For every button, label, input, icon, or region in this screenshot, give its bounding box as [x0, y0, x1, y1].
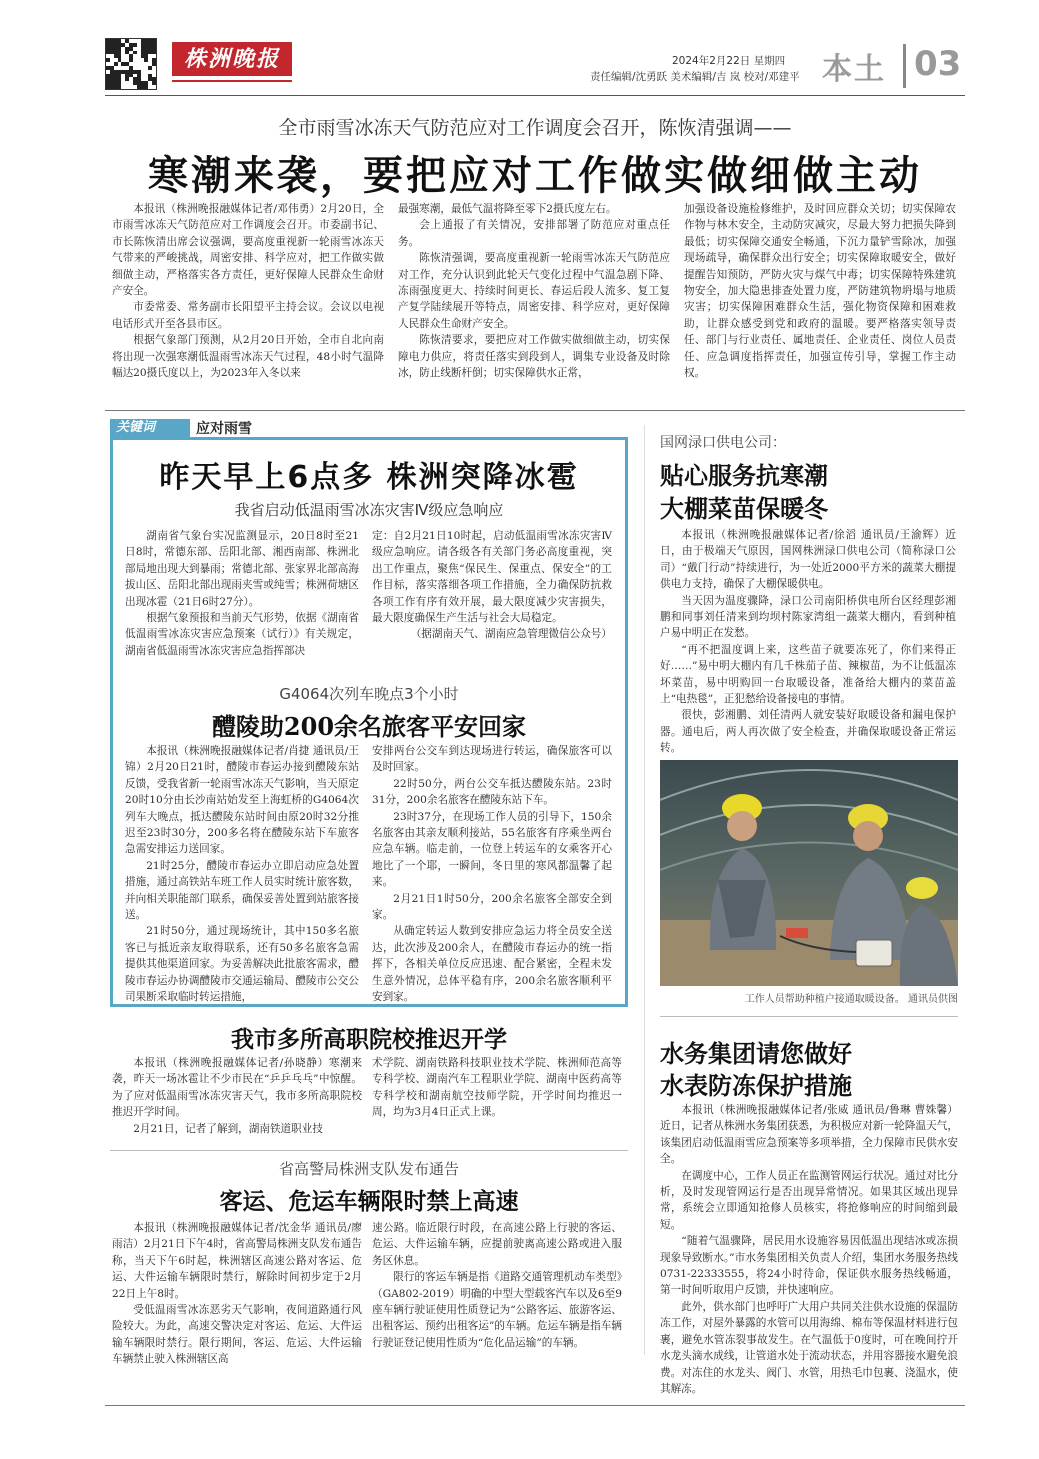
story-school-headline: 我市多所高职院校推迟开学: [231, 1026, 507, 1053]
story-power-headline-line-2: 大棚菜苗保暖冬: [660, 495, 828, 523]
paragraph: 受低温雨雪冰冻恶劣天气影响，夜间道路通行风险较大。为此，高速交警决定对客运、危运、大件运输车辆限时禁行。限行期间，客运、危运、大件运输车辆禁止驶入株洲辖区高: [112, 1304, 362, 1366]
story-train-headline: 醴陵助200余名旅客平安回家: [211, 712, 527, 741]
story-hail-subtitle: 我省启动低温雨雪冰冻灾害Ⅳ级应急响应: [234, 501, 504, 519]
qr-module: [148, 66, 152, 70]
story-hail-headline: 昨天早上6点多 株洲突降冰雹: [159, 460, 579, 495]
story-highway-headline: 客运、危运车辆限时禁上高速: [219, 1188, 519, 1215]
story-train-column-1: [125, 743, 359, 1006]
paragraph: 陈恢清强调，要高度重视新一轮雨雪冰冻天气防范应对工作，充分认识到此轮天气变化过程中气温急剧下降、冻雨强度更大、持续时间更长、春运后段人流多、复工复产复学陆续展开等特点，周密安排、科学应对，更好保障人民群众生命财产安全。: [398, 252, 670, 330]
paragraph: 湖南省气象台实况监测显示，20日8时至21日8时，常德东部、岳阳北部、湘西南部、株洲北部局地出现大到暴雨；常德北部、张家界北部高海拔山区、岳阳北部出现雨夹雪或纯雪；株洲荷塘区出现冰雹（21日6时27分）。: [125, 530, 359, 608]
qr-code[interactable]: [105, 38, 157, 90]
story-school-column-1: [112, 1055, 362, 1137]
footer-rule: [105, 1405, 965, 1406]
paragraph: 本报讯（株洲晚报融媒体记者/孙晓静）寒潮来袭，昨天一场冰雹让不少市民在“乒乒乓乓”中惊醒。为了应对低温雨雪冰冻灾害天气，我市多所高职院校推迟开学时间。: [112, 1057, 362, 1119]
story-train-column-2: [372, 743, 612, 1006]
paragraph: 会上通报了有关情况，安排部署了防范应对重点任务。: [398, 219, 670, 248]
greenhouse-photo-illustration: [660, 760, 958, 986]
paragraph: 速公路。临近限行时段，在高速公路上行驶的客运、危运、大件运输车辆，应提前驶离高速公路或进入服务区休息。: [372, 1222, 622, 1267]
qr-module: [144, 85, 148, 89]
qr-module: [133, 43, 137, 47]
issue-date: 2024年2月22日 星期四: [672, 55, 786, 67]
photo-caption: 工作人员帮助种植户接通取暖设备。 通讯员供图: [744, 994, 958, 1005]
paragraph: 21时50分，通过现场统计，其中150多名旅客已与抵近亲友取得联系，还有50多名旅客急需提供其他渠道回家。为妥善解决此批旅客需求，醴陵市春运办协调醴陵市交通运输局、醴陵市公交公司果断采取临时转运措施，: [125, 925, 359, 1004]
paragraph: “随着气温骤降，居民用水设施容易因低温出现结冰或冻损现象导致断水。”市水务集团相关负责人介绍，集团水务服务热线0731-22333555，将24小时待命，保证供水服务热线畅通，第一时间听取用户反馈，并快速响应。: [660, 1235, 958, 1297]
story-divider: [110, 1150, 628, 1151]
logo-underline: [172, 80, 292, 82]
news-photo-greenhouse-workers: [660, 760, 958, 986]
qr-module: [144, 58, 148, 62]
paragraph: “再不把温度调上来，这些苗子就要冻死了，你们来得正好……”易中明大棚内有几千株茄子苗、辣椒苗，为不让低温冻坏菜苗，易中明购回一台取暖设备，准备给大棚内的菜苗盖上“电热毯”，正犯愁给设备接电的事情。: [660, 643, 956, 706]
paragraph: 根据气象预报和当前天气形势，依据《湖南省低温雨雪冰冻灾害应急预案（试行）》有关规定，湖南省低温雨雪冰冻灾害应急指挥部决: [125, 612, 359, 657]
qr-module: [125, 77, 129, 81]
section-rule: [105, 410, 965, 411]
editor-credits: 责任编辑/沈勇跃 美术编辑/吉 岚 校对/邓建平: [590, 71, 800, 83]
lead-kicker: 全市雨雪冰冻天气防范应对工作调度会召开，陈恢清强调——: [278, 117, 792, 139]
story-water-headline-line-1: 水务集团请您做好: [660, 1040, 852, 1068]
newspaper-logo: 株洲晚报: [172, 42, 292, 76]
lead-column-1: [112, 201, 384, 381]
header-divider: [903, 44, 906, 88]
qr-module: [118, 85, 122, 89]
column-divider: [644, 425, 645, 1355]
story-power-body: [660, 527, 956, 757]
page-number: 03: [914, 44, 962, 84]
story-hail-column-2: [372, 528, 612, 643]
paragraph: 本报讯（株洲晚报融媒体记者/沈金华 通讯员/廖雨洁）2月21日下午4时，省高警局株洲支队发布通告称，当天下午6时起，株洲辖区高速公路对客运、危运、大件运输车辆限时禁行，解除时间初步定于2月22日上午8时。: [112, 1222, 362, 1300]
keyword-text: 应对雨雪: [196, 421, 252, 437]
paragraph: 本报讯（株洲晚报融媒体记者/肖捷 通讯员/王锦）2月20日21时，醴陵市春运办接到醴陵东站反馈，受我省新一轮雨雪冰冻天气影响，当天原定20时10分由长沙南站始发至上海虹桥的G4064次列车大晚点，抵达醴陵东站时间由原20时32分推迟至23时30分，200多名将在醴陵东站下车旅客急需安排运力送回家。: [125, 745, 359, 856]
story-school-column-2: [372, 1055, 622, 1121]
story-highway-subtitle: 省高警局株洲支队发布通告: [278, 1160, 459, 1178]
qr-module: [152, 81, 156, 85]
paragraph: 根据气象部门预测，从2月20日开始，全市自北向南将出现一次强寒潮低温雨雪冰冻天气过程，48小时气温降幅达20摄氏度以上，为2023年入冬以来: [112, 334, 384, 380]
paragraph: 当天因为温度骤降，渌口公司南阳桥供电所台区经理彭湘鹏和同事刘任清来到均坝村陈家湾组一蔬菜大棚内，看到种植户易中明正在发愁。: [660, 594, 956, 640]
story-highway-column-2: [372, 1220, 622, 1351]
story-water-headline-line-2: 水表防冻保护措施: [660, 1072, 852, 1100]
paragraph: 本报讯（株洲晚报融媒体记者/徐滔 通讯员/王渝辉）近日，由于极端天气原因，国网株洲渌口供电公司（简称渌口公司）“戴门行动”持续进行，为一处近2000平方米的蔬菜大棚提供电力支持，确保了大棚保暖供电。: [660, 529, 956, 591]
keyword-label: 关键词: [110, 419, 190, 437]
paragraph: 术学院、湖南铁路科技职业技术学院、株洲师范高等专科学校、湖南汽车工程职业学院、湖南中医药高等专科学校和湖南航空技师学院，开学时间均推迟一周，均为3月4日正式上课。: [372, 1057, 622, 1119]
paragraph: 2月21日，记者了解到，湖南铁道职业技: [133, 1122, 323, 1135]
story-train-subtitle: G4064次列车晚点3个小时: [279, 685, 459, 703]
story-power-headline-line-1: 贴心服务抗寒潮: [660, 462, 828, 490]
paragraph: 22时50分，两台公交车抵达醴陵东站。23时31分，200余名旅客在醴陵东站下车。: [372, 777, 612, 807]
lead-column-2: [398, 201, 670, 381]
paragraph: 最强寒潮，最低气温将降至零下2摄氏度左右。: [398, 203, 617, 215]
paragraph: 此外，供水部门也呼吁广大用户共同关注供水设施的保温防冻工作，对屋外暴露的水管可以用海绵、棉布等保温材料进行包裹，避免水管冻裂事故发生。在气温低于0度时，可在晚间拧开水龙头滴水成线，让管道水处于流动状态，并用容器接水避免浪费。对冻住的水龙头、阀门、水管，用热毛巾包裹、浇温水，使其解冻。: [660, 1300, 958, 1395]
story-power-kicker: 国网渌口供电公司：: [660, 435, 786, 451]
section-name: 本土: [822, 52, 886, 87]
lead-headline: 寒潮来袭，要把应对工作做实做细做主动: [148, 153, 922, 199]
paragraph: 从确定转运人数到安排应急运力将全员安全送达，此次涉及200余人，在醴陵市春运办的统一指挥下，各相关单位反应迅速、配合紧密，全程未发生意外情况，总体平稳有序，200余名旅客顺利平安到家。: [372, 925, 612, 1004]
paragraph: 限行的客运车辆是指《道路交通管理机动车类型》（GA802-2019）明确的中型大型载客汽车以及6至9座车辆行驶证使用性质登记为“公路客运、旅游客运、出租客运、预约出租客运”的车辆。危运车辆是指车辆行驶证登记使用性质为“危化品运输”的车辆。: [372, 1271, 622, 1349]
story-highway-column-1: [112, 1220, 362, 1368]
paragraph: 陈恢清要求，要把应对工作做实做细做主动，切实保障电力供应，将责任落实到段到人，调集专业设备及时除冰，防止线断杆倒；切实保障供水正常，: [398, 334, 670, 380]
lead-column-3: [684, 201, 956, 381]
paragraph: 加强设备设施检修维护，及时回应群众关切；切实保障农作物与林木安全，主动防灾减灾，尽最大努力把损失降到最低；切实保障交通安全畅通，下沉力量铲雪除冰，加强现场疏导，确保群众出行安全；切实保障取暖安全，做好提醒告知预防，严防火灾与煤气中毒；切实保障特殊建筑物安全，加大隐患排查处置力度，严防建筑物坍塌与地质灾害；切实保障困难群众生活，强化物资保障和困难救助，让群众感受到党和政府的温暖。要严格落实领导责任、部门与行业责任、属地责任、企业责任、岗位人员责任、应急调度指挥责任，加强宣传引导，掌握工作主动权。: [684, 203, 956, 380]
paragraph: 本报讯（株洲晚报融媒体记者/张威 通讯员/鲁琳 曹姝馨）近日，记者从株洲水务集团获悉，为积极应对新一轮降温天气，该集团启动低温雨雪应急预案等多项举措，全力保障市民供水安全。: [660, 1104, 958, 1166]
qr-module: [133, 51, 137, 55]
qr-module: [106, 58, 110, 62]
paragraph: 2月21日1时50分，200余名旅客全部安全到家。: [372, 892, 612, 922]
story-water-body: [660, 1102, 958, 1397]
paragraph: 市委常委、常务副市长阳望平主持会议。会议以电视电话形式开至各县市区。: [112, 301, 384, 330]
qr-module: [152, 51, 156, 55]
paragraph: 23时37分，在现场工作人员的引导下，150余名旅客由其亲友顺利接站，55名旅客有序乘坐两台应急车辆。临走前，一位登上转运车的女乘客开心地比了一个耶，一瞬间，冬日里的寒风都温馨了起来。: [372, 810, 612, 889]
qr-module: [129, 58, 133, 62]
story-divider: [660, 1016, 958, 1017]
qr-module: [114, 62, 118, 66]
paragraph: 在调度中心，工作人员正在监测管网运行状况。通过对比分析，及时发现管网运行是否出现异常情况。如果其区域出现异常，系统会立即通知抢修人员核实，将抢修响应的时间缩到最短。: [660, 1169, 958, 1231]
paragraph: 很快，彭湘鹏、刘任清两人就安装好取暖设备和漏电保护器。通电后，两人再次做了安全检查，并确保取暖设备正常运转。: [660, 709, 956, 755]
story-hail-column-1: [125, 528, 359, 659]
paragraph: 21时25分，醴陵市春运办立即启动应急处置措施，通过高铁站车班工作人员实时统计旅客数，并向相关职能部门联系，确保妥善处置到站旅客接送。: [125, 859, 359, 922]
source-credit: （据湖南天气、湖南应急管理微信公众号）: [410, 628, 612, 641]
header-rule: [105, 95, 965, 96]
qr-module: [152, 62, 156, 66]
paragraph: 定：自2月21日10时起，启动低温雨雪冰冻灾害Ⅳ级应急响应。请各级各有关部门务必高度重视，突出工作重点，聚焦“保民生、保重点、保安全”的工作目标，落实落细各项工作措施，全力确保防抗救各项工作有序有效开展，最大限度减少灾害损失，最大限度确保生产生活与社会大局稳定。: [372, 530, 612, 625]
paragraph: 安排两台公交车到达现场进行转运，确保旅客可以及时回家。: [372, 745, 612, 774]
paragraph: 本报讯（株洲晚报融媒体记者/邓伟勇）2月20日，全市雨雪冰冻天气防范应对工作调度会召开。市委副书记、市长陈恢清出席会议强调，要高度重视新一轮雨雪冰冻天气带来的严峻挑战，周密安排、科学应对，把工作做实做细做主动，严格落实各方责任，更好保障人民群众生命财产安全。: [112, 203, 384, 298]
